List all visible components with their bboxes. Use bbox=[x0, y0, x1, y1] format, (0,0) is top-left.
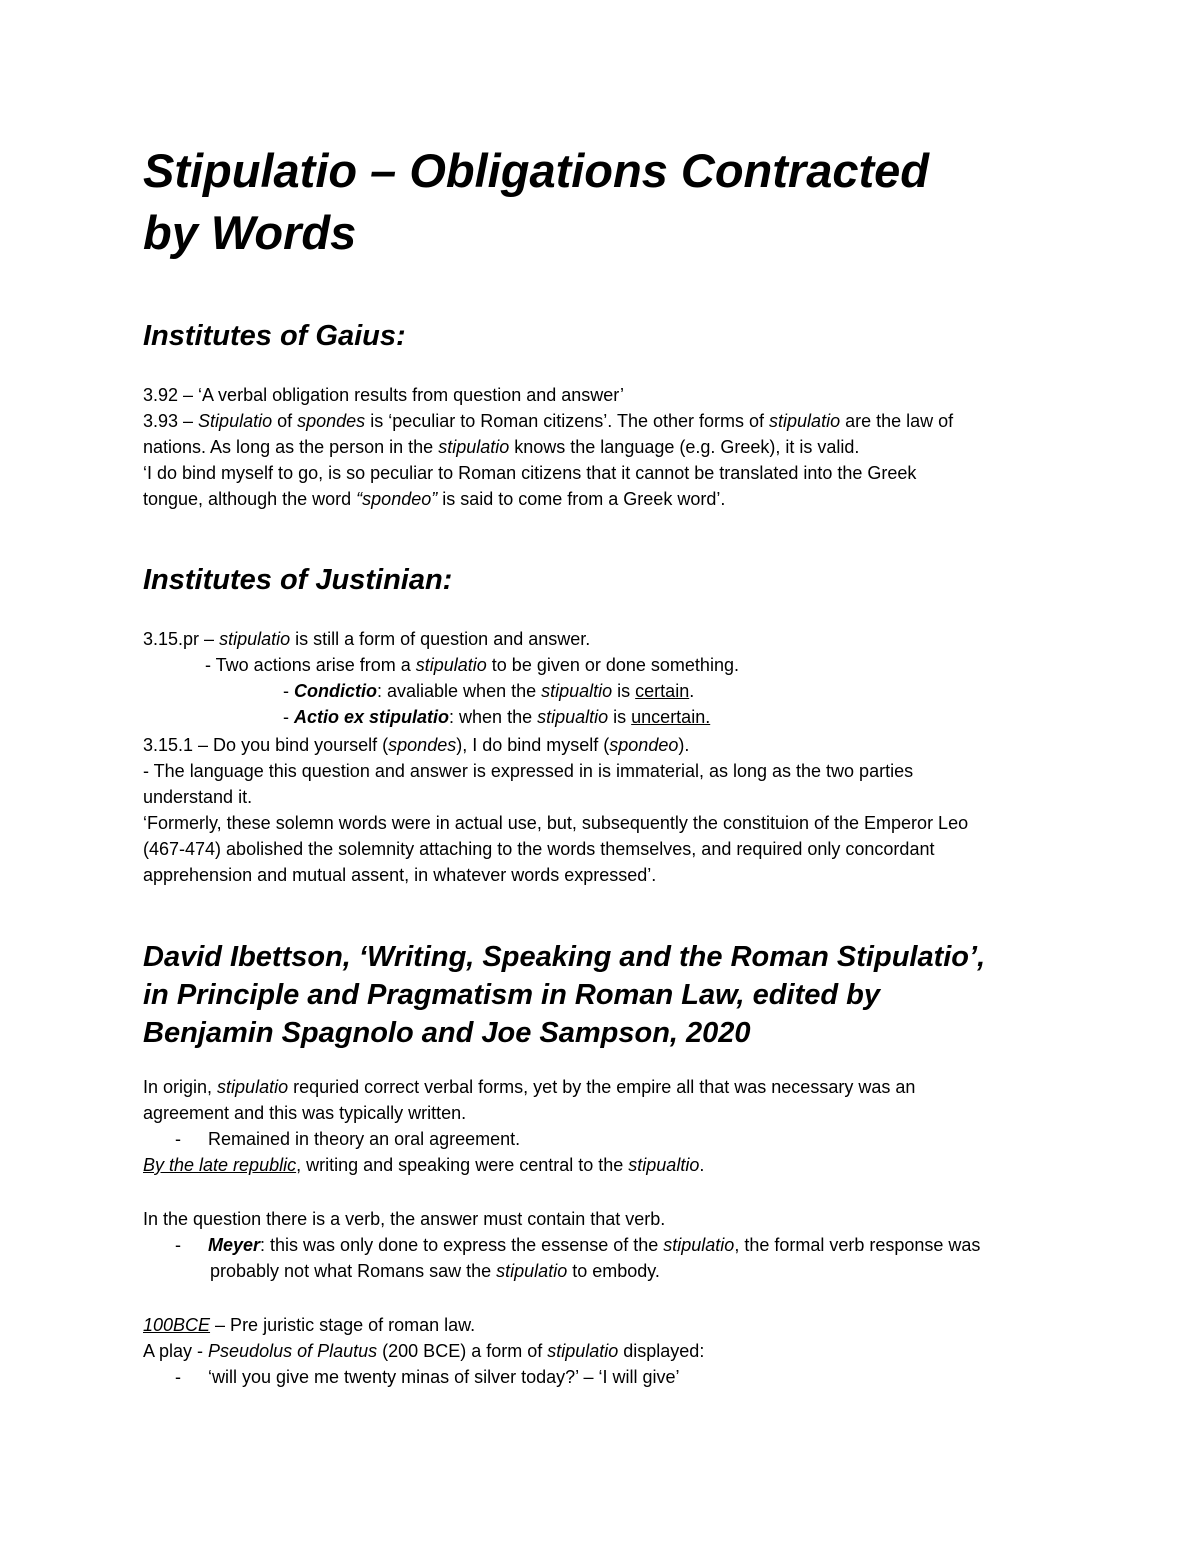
gaius-line-5: tongue, although the word “spondeo” is said to come from a Greek word’. bbox=[143, 489, 726, 509]
ibbetson-bullet-2: - Meyer: this was only done to express the essense of the stipulatio, the formal verb response was bbox=[143, 1232, 1063, 1258]
ibbetson-bullet-2-cont: probably not what Romans saw the stipulatio to embody. bbox=[210, 1261, 660, 1281]
heading-justinian: Institutes of Justinian: bbox=[143, 564, 453, 596]
page-title: Stipulatio – Obligations Contracted by Words bbox=[143, 144, 929, 259]
ibbetson-bullet-3: - ‘will you give me twenty minas of silver today?’ – ‘I will give’ bbox=[143, 1364, 1063, 1390]
ibbetson-para-5: 100BCE – Pre juristic stage of roman law. bbox=[143, 1315, 476, 1335]
heading-gaius: Institutes of Gaius: bbox=[143, 320, 406, 352]
justinian-line-4: - Actio ex stipulatio: when the stipualtio is uncertain. bbox=[283, 707, 711, 727]
justinian-line-8: ‘Formerly, these solemn words were in actual use, but, subsequently the constituion of the Emperor Leo bbox=[143, 813, 969, 833]
justinian-line-2: - Two actions arise from a stipulatio to be given or done something. bbox=[205, 655, 739, 675]
bullet-dash: - bbox=[175, 1235, 181, 1255]
gaius-line-1: 3.92 – ‘A verbal obligation results from question and answer’ bbox=[143, 385, 624, 405]
justinian-line-7: understand it. bbox=[143, 787, 253, 807]
justinian-line-5: 3.15.1 – Do you bind yourself (spondes), I do bind myself (spondeo). bbox=[143, 735, 690, 755]
ibbetson-para-1: In origin, stipulatio requried correct verbal forms, yet by the empire all that was necessary was an bbox=[143, 1077, 916, 1097]
justinian-line-6: - The language this question and answer is expressed in is immaterial, as long as the two parties bbox=[143, 761, 914, 781]
bullet-dash: - bbox=[175, 1129, 181, 1149]
bullet-dash: - bbox=[175, 1367, 181, 1387]
justinian-line-3: - Condictio: avaliable when the stipualtio is certain. bbox=[283, 681, 695, 701]
gaius-line-2: 3.93 – Stipulatio of spondes is ‘peculiar to Roman citizens’. The other forms of stipulatio are the law of bbox=[143, 411, 954, 431]
ibbetson-para-4: In the question there is a verb, the answer must contain that verb. bbox=[143, 1209, 666, 1229]
gaius-line-4: ‘I do bind myself to go, is so peculiar to Roman citizens that it cannot be translated into the Greek bbox=[143, 463, 917, 483]
ibbetson-bullet-1: - Remained in theory an oral agreement. bbox=[143, 1126, 1063, 1152]
heading-ibbetson: David Ibettson, ‘Writing, Speaking and the Roman Stipulatio’, in Principle and Pragmatism in Roman Law, edited by Benjamin Spagnolo and Joe Sampson, 2020 bbox=[143, 941, 986, 1049]
justinian-line-1: 3.15.pr – stipulatio is still a form of question and answer. bbox=[143, 629, 591, 649]
ibbetson-para-3: By the late republic, writing and speaking were central to the stipualtio. bbox=[143, 1155, 705, 1175]
gaius-line-3: nations. As long as the person in the stipulatio knows the language (e.g. Greek), it is valid. bbox=[143, 437, 860, 457]
ibbetson-para-6: A play - Pseudolus of Plautus (200 BCE) a form of stipulatio displayed: bbox=[143, 1341, 705, 1361]
justinian-line-10: apprehension and mutual assent, in whatever words expressed’. bbox=[143, 865, 657, 885]
justinian-line-9: (467-474) abolished the solemnity attaching to the words themselves, and required only concordant bbox=[143, 839, 935, 859]
ibbetson-para-2: agreement and this was typically written. bbox=[143, 1103, 467, 1123]
